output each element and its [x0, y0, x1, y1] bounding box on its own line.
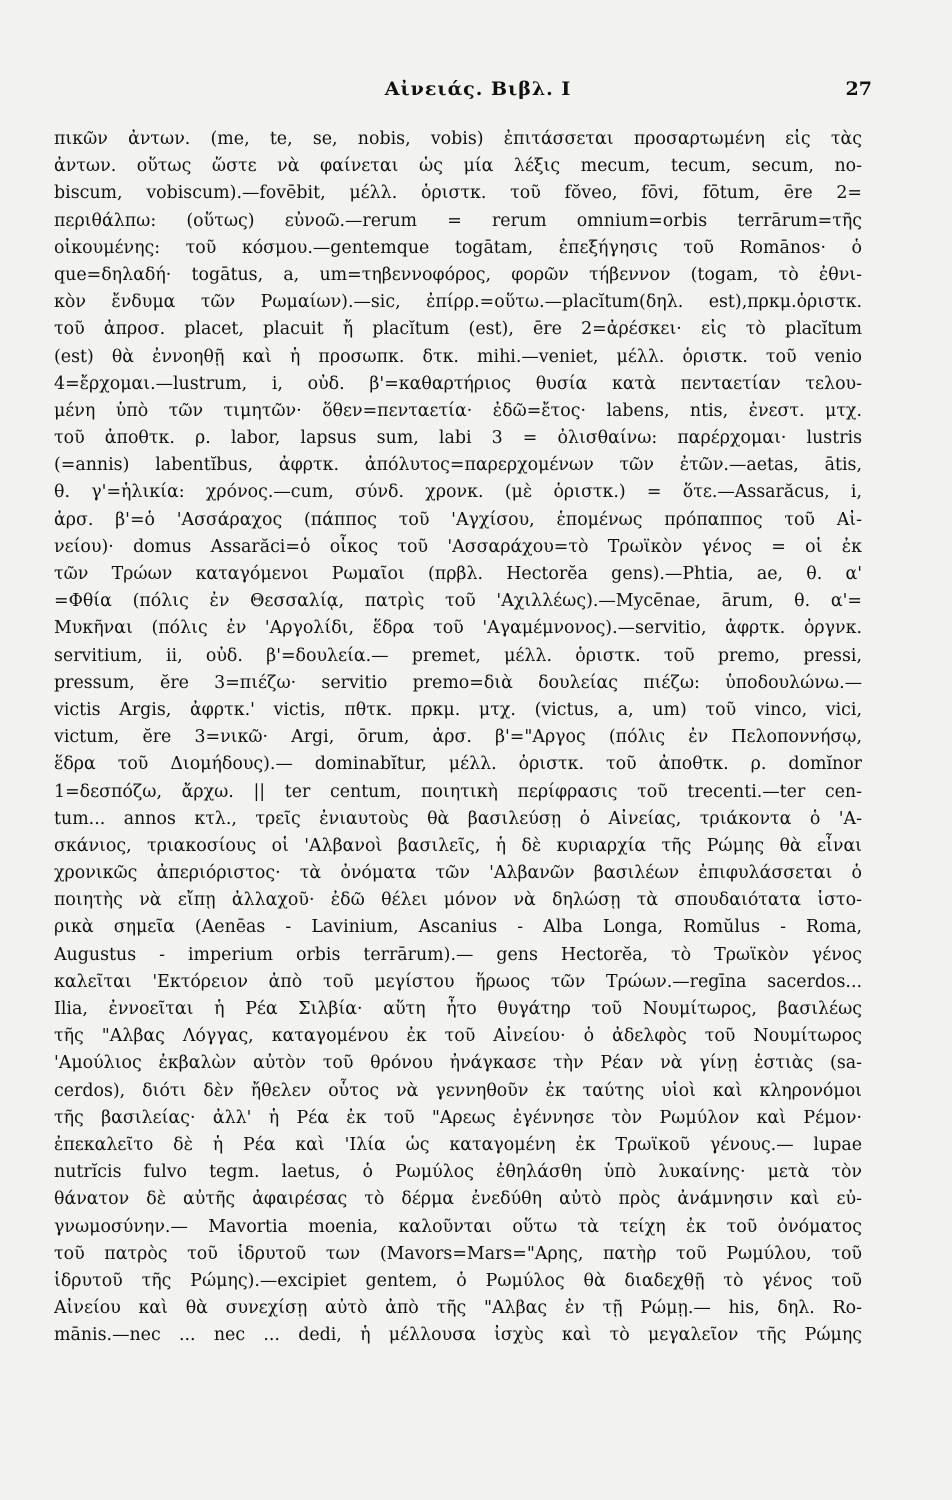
text-line: ἀντων. οὕτως ὥστε νὰ φαίνεται ὡς μία λέξις mecum, tecum, secum, no-: [54, 156, 862, 177]
text-line: 1=δεσπόζω, ἄρχω. || ter centum, ποιητικὴ περίφρασις τοῦ trecenti.—ter cen-: [54, 781, 862, 802]
text-line: ἀρσ. β'=ὁ 'Ασσάραχος (πάππος τοῦ 'Αγχίσου, ἑπομένως πρόπαππος τοῦ Αἰ-: [54, 509, 862, 530]
text-line: ἱδρυτοῦ τῆς Ρώμης).—excipiet gentem, ὁ Ρωμύλος θὰ διαδεχθῇ τὸ γένος τοῦ: [54, 1270, 862, 1291]
text-line: cerdos), διότι δὲν ἤθελεν οὗτος νὰ γεννηθοῦν ἐκ ταύτης υἱοὶ καὶ κληρονόμοι: [54, 1080, 862, 1101]
text-line: καλεῖται 'Εκτόρειον ἀπὸ τοῦ μεγίστου ἥρωος τῶν Τρώων.—regīna sacerdos...: [54, 971, 862, 992]
text-line: ἐπεκαλεῖτο δὲ ἡ Ρέα καὶ 'Ιλία ὡς καταγομένη ἐκ Τρωϊκοῦ γένους.— lupae: [54, 1134, 862, 1155]
text-line: (est) θὰ ἐννοηθῇ καὶ ἡ προσωπκ. δτκ. mihi.—veniet, μέλλ. ὁριστκ. τοῦ venio: [54, 346, 862, 367]
text-line: ρικὰ σημεῖα (Aenēas - Lavinium, Ascanius - Alba Longa, Romŭlus - Roma,: [54, 917, 862, 938]
commentary-text: [54, 126, 862, 1349]
text-line: οἰκουμένης: τοῦ κόσμου.—gentemque togātam, ἐπεξήγησις τοῦ Romānos· ὁ: [54, 237, 862, 258]
text-line: θάνατον δὲ αὐτῆς ἀφαιρέσας τὸ δέρμα ἐνεδύθη αὐτὸ πρὸς ἀνάμνησιν καὶ εὐ-: [54, 1189, 862, 1210]
text-line: mānis.—nec ... nec ... dedi, ἡ μέλλουσα ἰσχὺς καὶ τὸ μεγαλεῖον τῆς Ρώμης: [54, 1325, 862, 1346]
text-line: ἕδρα τοῦ Διομήδους).— dominabĭtur, μέλλ. ὁριστκ. τοῦ ἀποθτκ. ρ. domĭnor: [54, 754, 862, 775]
text-line: περιθάλπω: (οὕτως) εὐνοῶ.—rerum = rerum omnium=orbis terrārum=τῆς: [54, 210, 862, 231]
text-line: τῶν Τρώων καταγόμενοι Ρωμαῖοι (πρβλ. Hectorĕa gens).—Phtia, ae, θ. α': [54, 564, 862, 584]
text-line: pressum, ĕre 3=πιέζω· servitio premo=διὰ δουλείας πιέζω: ὑποδουλώνω.—: [54, 672, 862, 693]
text-line: =Φθία (πόλις ἐν Θεσσαλίᾳ, πατρὶς τοῦ 'Αχιλλέως).—Mycēnae, ārum, θ. α'=: [54, 591, 862, 612]
text-line: tum... annos κτλ., τρεῖς ἐνιαυτοὺς θὰ βασιλεύσῃ ὁ Αἰνείας, τριάκοντα ὁ 'Α-: [54, 808, 862, 829]
text-line: κὸν ἔνδυμα τῶν Ρωμαίων).—sic, ἐπίρρ.=οὕτω.—placĭtum(δηλ. est),πρκμ.ὁριστκ.: [54, 292, 862, 313]
text-line: τῆς βασιλείας· ἀλλ' ἡ Ρέα ἐκ τοῦ "Αρεως ἐγέννησε τὸν Ρωμύλον καὶ Ρέμον·: [54, 1107, 862, 1128]
text-line: σκάνιος, τριακοσίους οἱ 'Αλβανοὶ βασιλεῖς, ἡ δὲ κυριαρχία τῆς Ρώμης θὰ εἶναι: [54, 835, 862, 856]
text-line: victis Argis, ἀφρτκ.' victis, πθτκ. πρκμ. μτχ. (victus, a, um) τοῦ vinco, vici,: [54, 699, 862, 720]
text-line: 4=ἔρχομαι.—lustrum, i, οὐδ. β'=καθαρτήριος θυσία κατὰ πενταετίαν τελου-: [54, 373, 862, 394]
text-line: que=δηλαδή· togātus, a, um=τηβεννοφόρος, φορῶν τήβεννον (togam, τὸ ἐθνι-: [54, 264, 862, 285]
text-line: Augustus - imperium orbis terrārum).— gens Hectorĕa, τὸ Τρωϊκὸν γένος: [54, 944, 862, 965]
text-line: Ilia, ἐννοεῖται ἡ Ρέα Σιλβία· αὕτη ἦτο θυγάτηρ τοῦ Νουμίτωρος, βασιλέως: [54, 999, 862, 1019]
text-line: τοῦ ἀποθτκ. ρ. labor, lapsus sum, labi 3 = ὀλισθαίνω: παρέρχομαι· lustris: [54, 428, 862, 449]
text-line: τοῦ ἀπροσ. placet, placuit ἤ placĭtum (est), ēre 2=ἀρέσκει· εἰς τὸ placĭtum: [54, 319, 862, 340]
running-title: Αἰνειάς. Βιβλ. Ι: [384, 78, 572, 100]
text-line: 'Αμούλιος ἐκβαλὼν αὐτὸν τοῦ θρόνου ἠνάγκασε τὴν Ρέαν νὰ γίνῃ ἑστιὰς (sa-: [54, 1053, 862, 1074]
text-line: γνωμοσύνην.— Mavortia moenia, καλοῦνται οὕτω τὰ τείχη ἐκ τοῦ ὀνόματος: [54, 1216, 862, 1237]
text-line: μένη ὑπὸ τῶν τιμητῶν· ὅθεν=πενταετία· ἐδῶ=ἔτος· labens, ntis, ἐνεστ. μτχ.: [54, 400, 862, 421]
text-line: Αἰνείου καὶ θὰ συνεχίσῃ αὐτὸ ἀπὸ τῆς "Αλβας ἐν τῇ Ρώμῃ.— his, δηλ. Ro-: [54, 1298, 862, 1319]
text-line: τοῦ πατρὸς τοῦ ἱδρυτοῦ των (Mavors=Mars="Αρης, πατὴρ τοῦ Ρωμύλου, τοῦ: [54, 1243, 862, 1264]
text-line: τῆς "Αλβας Λόγγας, καταγομένου ἐκ τοῦ Αἰνείου· ὁ ἀδελφὸς τοῦ Νουμίτωρος: [54, 1026, 862, 1047]
text-line: θ. γ'=ἡλικία: χρόνος.—cum, σύνδ. χρονκ. (μὲ ὁριστκ.) = ὅτε.—Assarăcus, i,: [54, 482, 862, 503]
page-header: [54, 78, 872, 118]
text-line: νείου)· domus Assarăci=ὁ οἶκος τοῦ 'Ασσαράχου=τὸ Τρωϊκὸν γένος = οἱ ἐκ: [54, 536, 862, 557]
page-number: 27: [845, 78, 872, 100]
text-line: (=annis) labentĭbus, ἀφρτκ. ἀπόλυτος=παρερχομένων τῶν ἐτῶν.—aetas, ātis,: [54, 455, 862, 476]
text-line: victum, ĕre 3=νικῶ· Argi, ōrum, ἀρσ. β'="Αργος (πόλις ἐν Πελοποννήσῳ,: [54, 727, 862, 748]
text-line: nutrĭcis fulvo tegm. laetus, ὁ Ρωμύλος ἐθηλάσθη ὑπὸ λυκαίνης· μετὰ τὸν: [54, 1162, 862, 1183]
text-line: χρονικῶς ἀπεριόριστος· τὰ ὀνόματα τῶν 'Αλβανῶν βασιλέων ἐπιφυλάσσεται ὁ: [54, 863, 862, 884]
text-line: Μυκῆναι (πόλις ἐν 'Αργολίδι, ἕδρα τοῦ 'Αγαμέμνονος).—servitio, ἀφρτκ. ὀργνκ.: [54, 618, 862, 639]
text-line: πικῶν ἀντων. (me, te, se, nobis, vobis) ἐπιτάσσεται προσαρτωμένη εἰς τὰς: [54, 129, 862, 149]
text-line: biscum, vobiscum).—fovēbit, μέλλ. ὁριστκ. τοῦ fŏveo, fōvi, fōtum, ēre 2=: [54, 183, 862, 204]
text-line: ποιητὴς νὰ εἴπῃ ἀλλαχοῦ· ἐδῶ θέλει μόνον νὰ δηλώσῃ τὰ σπουδαιότατα ἱστο-: [54, 890, 862, 911]
text-line: servitium, ii, οὐδ. β'=δουλεία.— premet, μέλλ. ὁριστκ. τοῦ premo, pressi,: [54, 645, 862, 666]
